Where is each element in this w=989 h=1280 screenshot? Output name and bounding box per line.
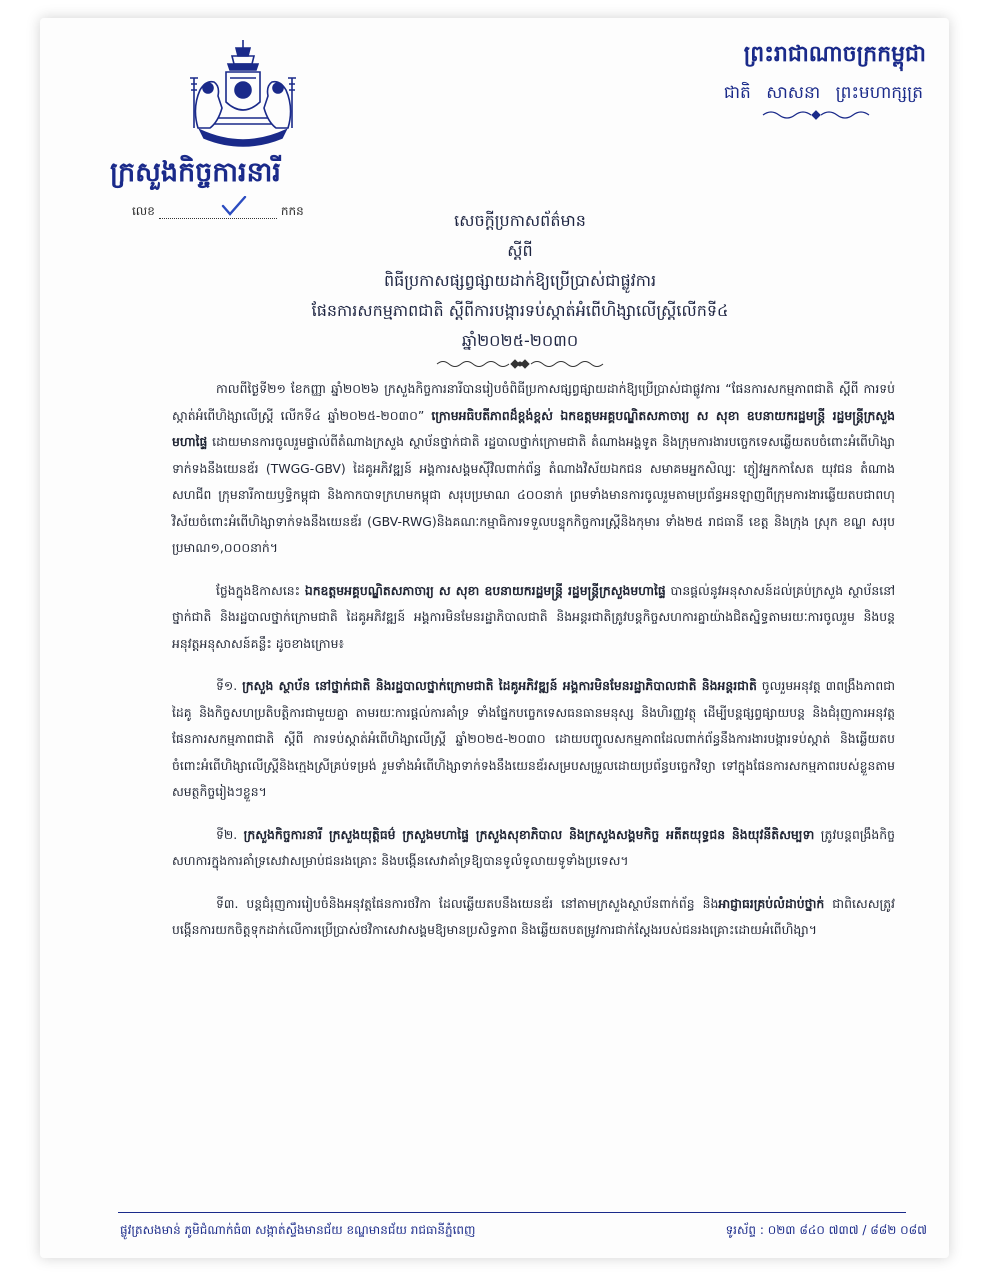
recommendation-3-bold: អាជ្ញាធរគ្រប់លំដាប់ថ្នាក់: [718, 895, 825, 911]
ministry-name: ក្រសួងកិច្ចការនារី: [110, 157, 281, 188]
recommendation-3-text-a: ទី៣. បន្តជំរុញការរៀបចំនិងអនុវត្តផែនការថវិកា ដែលឆ្លើយតបនឹងយេនឌ័រ នៅតាមក្រសួងស្ថាប័នពាក់ព័ន្ធ និង: [216, 895, 719, 911]
national-motto: ជាតិ សាសនា ព្រះមហាក្សត្រ: [723, 83, 923, 103]
recommendation-2-bold: ក្រសួងកិច្ចការនារី ក្រសួងយុត្តិធម៌ ក្រសួងមហាផ្ទៃ ក្រសួងសុខាភិបាល និងក្រសួងសង្គមកិច្ច អតីតយុទ្ធជន និងយុវនីតិសម្បទា: [243, 826, 815, 842]
ornament-divider-icon: [761, 108, 871, 122]
paragraph-1-text-c: ដោយមានការចូលរួមផ្ទាល់ពីតំណាងក្រសួង ស្ថាប័នថ្នាក់ជាតិ រដ្ឋបាលថ្នាក់ក្រោមជាតិ តំណាងអង្គទូត និងក្រុមការងារបច្ចេកទេសឆ្លើយតបចំពោះអំពើហិង្សាទាក់ទងនឹងយេនឌ័រ (TWGG-GBV) ដៃគូអភិវឌ្ឍន៍ អង្គការសង្គមស៊ីវិលពាក់ព័ន្ធ តំណាងវិស័យឯកជន សមាគមអ្នកសិល្បៈ ភ្ញៀវអ្នកកាសែត យុវជន តំណាងសហជីព ក្រុមនារីកាយឫទ្ធិកម្ពុជា និងកាកបាទក្រហមកម្ពុជា សរុបប្រមាណ ៤០០នាក់ ព្រមទាំងមានការចូលរួមតាមប្រព័ន្ធអនឡាញពីក្រុមការងារឆ្លើយតបជាពហុវិស័យចំពោះអំពើហិង្សាទាក់ទងនឹងយេនឌ័រ (GBV-RWG)និងគណៈកម្មាធិការទទួលបន្ទុកកិច្ចការស្ត្រីនិងកុមារ ទាំង២៥ រាជធានី ខេត្ត និងក្រុង ស្រុក ខណ្ឌ សរុបប្រមាណ១,០០០នាក់។: [172, 434, 895, 555]
title-line-2: ស្តីពី: [507, 241, 533, 260]
title-ornament-icon: [435, 358, 605, 370]
recommendation-2: [172, 822, 895, 875]
royal-coat-of-arms-icon: [178, 38, 308, 150]
kingdom-title: ព្រះរាជាណាចក្រកម្ពុជា: [743, 41, 926, 67]
document-title: [200, 206, 840, 370]
title-line-5: ឆ្នាំ២០២៥-២០៣០: [461, 331, 579, 350]
ref-suffix: កកន: [280, 204, 304, 218]
paragraph-2-text-a: ថ្លែងក្នុងឱកាសនេះ: [216, 582, 305, 598]
recommendation-1-number: ទី១.: [216, 678, 243, 693]
recommendation-3: [172, 891, 895, 944]
title-line-4: ផែនការសកម្មភាពជាតិ ស្តីពីការបង្ការទប់ស្កាត់អំពើហិង្សាលើស្ត្រីលើកទី៤: [311, 301, 729, 320]
title-line-1: សេចក្តីប្រកាសព័ត៌មាន: [454, 211, 586, 230]
document-body: [172, 376, 895, 960]
paragraph-1: [172, 376, 895, 562]
paragraph-2-bold: ឯកឧត្តមអគ្គបណ្ឌិតសភាចារ្យ ស សុខា ឧបនាយករដ្ឋមន្ត្រី រដ្ឋមន្ត្រីក្រសួងមហាផ្ទៃ: [304, 582, 666, 598]
recommendation-1-bold: ក្រសួង ស្ថាប័ន នៅថ្នាក់ជាតិ និងរដ្ឋបាលថ្នាក់ក្រោមជាតិ ដៃគូអភិវឌ្ឍន៍ អង្គការមិនមែនរដ្ឋាភិបាលជាតិ និងអន្តរជាតិ: [242, 678, 757, 693]
footer-divider: [118, 1212, 906, 1213]
recommendation-1: [172, 673, 895, 806]
title-line-3: ពិធីប្រកាសផ្សព្វផ្សាយដាក់ឱ្យប្រើប្រាស់ជាផ្លូវការ: [383, 271, 657, 290]
footer-phone: ទូរស័ព្ទ : ០២៣ ៨៤០ ៧៣៧ / ៨៨២ ០៨៧: [725, 1223, 927, 1237]
recommendation-3-text-c: ជាពិសេសត្រូវបង្កើនការយកចិត្តទុកដាក់លើការប្រើប្រាស់ថវិកាសេវាសង្គមឱ្យមានប្រសិទ្ធភាព និងឆ្លើយតបតម្រូវការជាក់ស្តែងរបស់ជនរងគ្រោះដោយអំពើហិង្សា។: [172, 895, 895, 937]
paragraph-2: [172, 578, 895, 658]
recommendation-1-text: ចូលរួមអនុវត្ត ៣ពង្រឹងភាពជាដៃគូ និងកិច្ចសហប្រតិបត្តិការជាមួយគ្នា តាមរយៈការផ្តល់ការគាំទ្រ ទាំងផ្នែកបច្ចេកទេសធនធានមនុស្ស និងហិរញ្ញវត្ថុ ដើម្បីបន្តផ្សព្វផ្សាយបន្ត និងជំរុញការអនុវត្តផែនការសកម្មភាពជាតិ ស្តីពី ការទប់ស្កាត់អំពើហិង្សាលើស្ត្រី ឆ្នាំ២០២៥-២០៣០ ដោយបញ្ចូលសកម្មភាពដែលពាក់ព័ន្ធនឹងការងារបង្ការទប់ស្កាត់ និងឆ្លើយតបចំពោះអំពើហិង្សាលើស្ត្រីនិងក្មេងស្រីគ្រប់ទម្រង់ រួមទាំងអំពើហិង្សាទាក់ទងនឹងយេនឌ័រសម្របសម្រួលដោយប្រព័ន្ធបច្ចេកវិទ្យា ទៅក្នុងផែនការសកម្មភាពរបស់ខ្លួនតាមសមត្ថកិច្ចរៀងៗខ្លួន។: [172, 678, 895, 799]
recommendation-2-text: ត្រូវបន្តពង្រឹងកិច្ចសហការក្នុងការគាំទ្រសេវាសម្រាប់ជនរងគ្រោះ និងបង្កើនសេវាគាំទ្រឱ្យបានទូលំទូលាយទូទាំងប្រទេស។: [172, 826, 895, 868]
paragraph-2-text-c: បានផ្តល់នូវអនុសាសន៍ដល់គ្រប់ក្រសួង ស្ថាប័ននៅថ្នាក់ជាតិ និងរដ្ឋបាលថ្នាក់ក្រោមជាតិ ដៃគូអភិវឌ្ឍន៍ អង្គការមិនមែនរដ្ឋាភិបាលជាតិ និងអន្តរជាតិត្រូវបន្តកិច្ចសហការគ្នាយ៉ាងជិតស្និទ្ធតាមរយៈការចូលរួម និងបន្តអនុវត្តអនុសាសន៍គន្លឹះ ដូចខាងក្រោម៖: [172, 582, 895, 651]
recommendation-2-number: ទី២.: [216, 826, 244, 842]
footer-address: ផ្លូវត្រសងមាន់ ភូមិជំណាក់ធំ៣ សង្កាត់ស្ទឹងមានជ័យ ខណ្ឌមានជ័យ រាជធានីភ្នំពេញ: [120, 1223, 476, 1237]
paragraph-1-bold: ក្រោមអធិបតីភាពដ៏ខ្ពង់ខ្ពស់ ឯកឧត្តមអគ្គបណ្ឌិតសភាចារ្យ ស សុខា ឧបនាយករដ្ឋមន្ត្រី រដ្ឋមន្ត្រីក្រសួងមហាផ្ទៃ: [172, 407, 895, 449]
ref-prefix: លេខ: [132, 204, 155, 218]
paragraph-1-text-a: កាលពីថ្ងៃទី២១ ខែកញ្ញា ឆ្នាំ២០២៦ ក្រសួងកិច្ចការនារីបានរៀបចំពិធីប្រកាសផ្សព្វផ្សាយដាក់ឱ្យប្រើប្រាស់ជាផ្លូវការ “ផែនការសកម្មភាពជាតិ ស្តីពី ការទប់ស្កាត់អំពើហិង្សាលើស្ត្រី លើកទី៤ ឆ្នាំ២០២៥-២០៣០”: [172, 381, 895, 423]
